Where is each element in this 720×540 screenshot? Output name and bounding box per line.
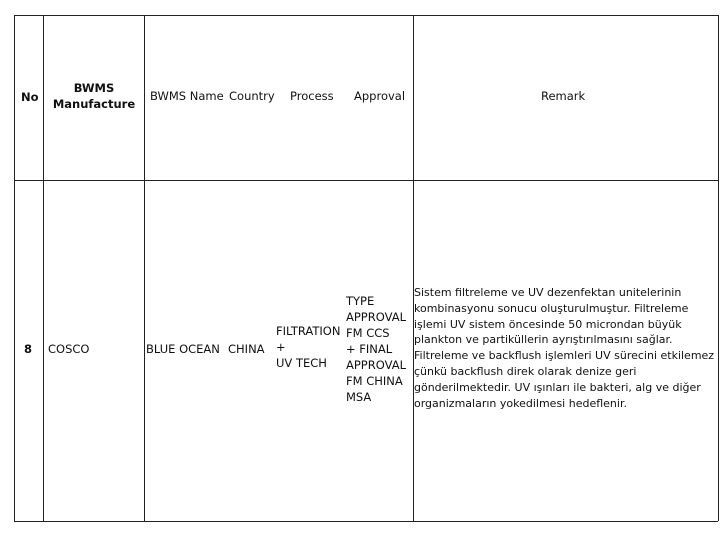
- header-country: Country: [229, 89, 275, 103]
- header-manufacture: BWMS Manufacture: [52, 81, 136, 111]
- row-no: 8: [24, 342, 33, 356]
- row-bwms-name: BLUE OCEAN: [146, 342, 220, 356]
- table-border-bottom: [14, 521, 718, 522]
- table-border-top: [14, 15, 718, 16]
- header-bwms-name: BWMS Name: [150, 89, 224, 103]
- table-border-right: [718, 15, 719, 521]
- header-no: No: [21, 90, 39, 104]
- header-approval: Approval: [354, 89, 406, 103]
- header-process: Process: [290, 89, 334, 103]
- row-approval: TYPE APPROVAL FM CCS + FINAL APPROVAL FM CHINA MSA: [346, 294, 406, 404]
- row-country: CHINA: [228, 342, 265, 356]
- column-divider: [43, 15, 44, 521]
- header-divider: [14, 180, 718, 181]
- column-divider: [413, 15, 414, 521]
- row-remark: Sistem filtreleme ve UV dezenfektan unitelerinin kombinasyonu sonucu oluşturulmuştur. Filtreleme işlemi UV sistem öncesinde 50 microndan büyük plankton ve partiküllerin ayrıştırılmasını sağlar. Filtreleme ve backflush işlemleri UV sürecini etkilemez çünkü backflush direk olarak denize geri gönderilmektedir. UV ışınları ile bakteri, alg ve diğer organizmaların yokedilmesi hedeflenir.: [414, 286, 715, 410]
- header-remark: Remark: [541, 89, 586, 103]
- row-manufacture: COSCO: [48, 342, 90, 356]
- column-divider: [144, 15, 145, 521]
- row-process: FILTRATION + UV TECH: [276, 324, 341, 370]
- table-border-left: [14, 15, 15, 521]
